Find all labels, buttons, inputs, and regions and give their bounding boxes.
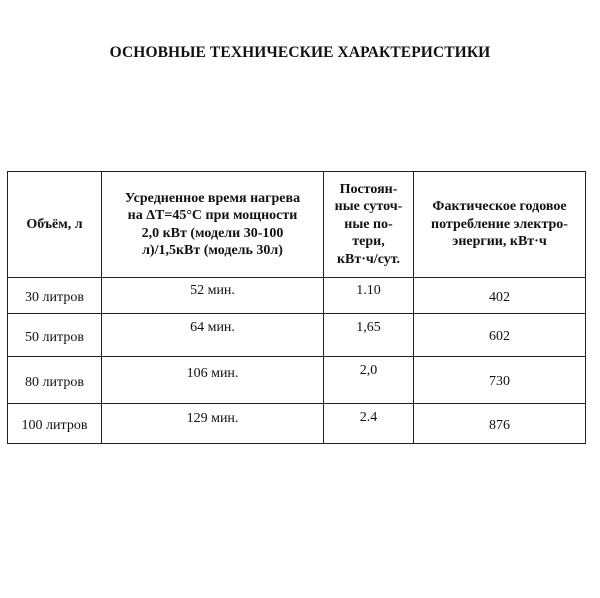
table-row: [8, 314, 586, 357]
cell-annual-consumption: 876: [414, 404, 586, 444]
table-header-row: [8, 172, 586, 278]
table-row: [8, 357, 586, 404]
header-annual-consumption: [414, 172, 586, 278]
header-daily-losses-line: Постоян-: [339, 181, 398, 197]
cell-daily-losses: 1,65: [324, 314, 414, 357]
document-title: ОСНОВНЫЕ ТЕХНИЧЕСКИЕ ХАРАКТЕРИСТИКИ: [109, 44, 491, 61]
cell-heating-time: 52 мин.: [102, 278, 324, 314]
header-volume: [8, 172, 102, 278]
cell-volume: 100 литров: [8, 404, 102, 444]
cell-heating-time: 64 мин.: [102, 314, 324, 357]
specifications-table: [7, 171, 586, 444]
header-heating-time: [102, 172, 324, 278]
header-heating-time-line: 2,0 кВт (модели 30-100: [141, 225, 284, 241]
header-volume-text: Объём, л: [26, 216, 83, 232]
cell-volume: 50 литров: [8, 314, 102, 357]
cell-annual-consumption: 730: [414, 357, 586, 404]
cell-daily-losses: 1.10: [324, 278, 414, 314]
header-daily-losses-line: ные по-: [344, 216, 393, 232]
cell-volume: 30 литров: [8, 278, 102, 314]
header-daily-losses-line: ные суточ-: [334, 199, 403, 215]
table-row: [8, 278, 586, 314]
cell-heating-time: 106 мин.: [102, 357, 324, 404]
header-annual-consumption-line: энергии, кВт·ч: [452, 234, 547, 250]
cell-daily-losses: 2.4: [324, 404, 414, 444]
cell-volume: 80 литров: [8, 357, 102, 404]
cell-annual-consumption: 402: [414, 278, 586, 314]
cell-annual-consumption: 602: [414, 314, 586, 357]
header-annual-consumption-line: потребление электро-: [431, 216, 568, 232]
header-daily-losses: [324, 172, 414, 278]
cell-heating-time: 129 мин.: [102, 404, 324, 444]
header-heating-time-line: на ΔТ=45°С при мощности: [127, 208, 298, 223]
table-row: [8, 404, 586, 444]
header-heating-time-line: л)/1,5кВт (модель 30л): [142, 243, 283, 258]
header-daily-losses-line: кВт·ч/сут.: [336, 251, 401, 267]
header-daily-losses-line: тери,: [352, 234, 385, 250]
header-annual-consumption-line: Фактическое годовое: [432, 199, 567, 215]
cell-daily-losses: 2,0: [324, 357, 414, 404]
header-heating-time-line: Усредненное время нагрева: [124, 190, 301, 206]
